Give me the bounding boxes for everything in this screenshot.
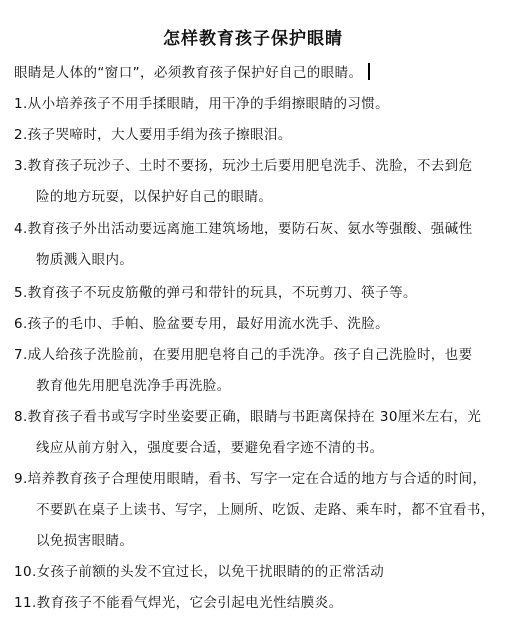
list-item-9-cont: 不要趴在桌子上读书、写字，上厕所、吃饭、走路、乘车时，都不宜看书，	[36, 502, 495, 518]
intro-text: 眼睛是人体的“窗口”，必须教育孩子保护好自己的眼睛。	[14, 65, 363, 81]
list-item-5: 5.教育孩子不玩皮筋儆的弹弓和带针的玩具，不玩剪刀、筷子等。	[14, 285, 417, 301]
text-cursor	[368, 63, 370, 80]
list-item-9: 9.培养教育孩子合理使用眼睛，看书、写字一定在合适的地方与合适的时间，	[14, 471, 487, 487]
list-item-6: 6.孩子的毛巾、手帕、脸盆要专用，最好用流水洗手、洗脸。	[14, 316, 390, 332]
list-item-7: 7.成人给孩子洗脸前，在要用肥皂将自己的手洗净。孩子自己洗脸时，也要	[14, 347, 473, 363]
intro-line[interactable]	[14, 63, 370, 83]
list-item-3: 3.教育孩子玩沙子、土时不要扬，玩沙土后要用肥皂洗手、洗脸，不去到危	[14, 158, 473, 174]
list-item-11: 11.教育孩子不能看气焊光，它会引起电光性结膜炎。	[14, 595, 343, 611]
list-item-3-cont: 险的地方玩耍，以保护好自己的眼睛。	[36, 189, 273, 205]
list-item-4-cont: 物质溅入眼内。	[36, 252, 134, 268]
list-item-2: 2.孩子哭啼时，大人要用手绢为孩子擦眼泪。	[14, 127, 292, 143]
list-item-8: 8.教育孩子看书或写字时坐姿要正确，眼睛与书距离保持在 30厘米左右，光	[14, 409, 482, 425]
list-item-4: 4.教育孩子外出活动要远离施工建筑场地，要防石灰、氨水等强酸、强碱性	[14, 221, 473, 237]
list-item-8-cont: 线应从前方射入，强度要合适，要避免看字迹不清的书。	[36, 440, 384, 456]
list-item-1: 1.从小培养孩子不用手揉眼睛，用干净的手绢擦眼睛的习惯。	[14, 96, 390, 112]
list-item-7-cont: 教育他先用肥皂洗净手再洗脸。	[36, 378, 231, 394]
list-item-9-cont2: 以免损害眼睛。	[36, 533, 134, 549]
list-item-10: 10.女孩子前额的头发不宜过长，以免干扰眼睛的的正常活动	[14, 564, 385, 580]
document-title: 怎样教育孩子保护眼睛	[163, 29, 343, 49]
